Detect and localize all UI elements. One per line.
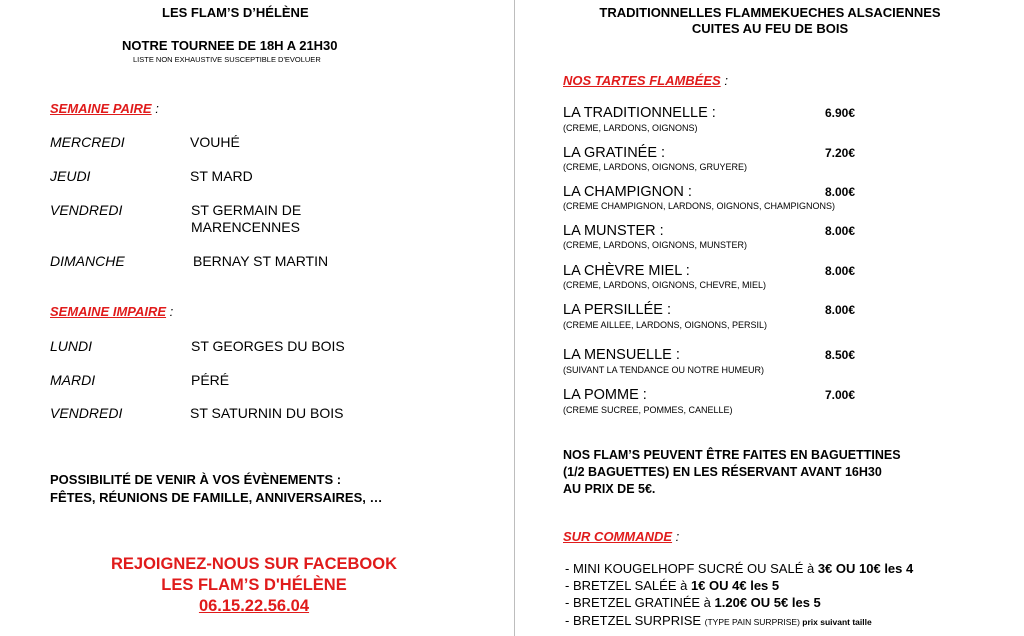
odd-town-2: PÉRÉ [191,372,230,388]
baguette-line-1: NOS FLAM’S PEUVENT ÊTRE FAITES EN BAGUETTINES [563,448,901,462]
even-town-3-line2: MARENCENNES [191,219,300,235]
item-1-desc: (CREME, LARDONS, OIGNONS) [563,123,698,133]
item-6-name: LA PERSILLÉE : [563,302,672,318]
commande-item-1: - MINI KOUGELHOPF SUCRÉ OU SALÉ à 3€ OU 10€ les 4 [565,561,914,576]
item-3-desc: (CREME CHAMPIGNON, LARDONS, OIGNONS, CHAMPIGNONS) [563,201,836,211]
item-1-price: 6.90€ [825,106,856,120]
item-6-desc: (CREME AILLEE, LARDONS, OIGNONS, PERSIL) [563,320,768,330]
item-6-price: 8.00€ [825,303,856,317]
right-title-line-2: CUITES AU FEU DE BOIS [691,21,849,36]
odd-day-3: VENDREDI [50,405,123,421]
item-3-name: LA CHAMPIGNON : [563,184,692,200]
left-title: LES FLAM’S D’HÉLÈNE [162,5,309,20]
tartes-heading: NOS TARTES FLAMBÉES : [563,73,728,88]
even-day-1: MERCREDI [50,134,125,150]
events-line-2: FÊTES, RÉUNIONS DE FAMILLE, ANNIVERSAIRES, … [50,490,383,505]
tour-hours: NOTRE TOURNEE DE 18H A 21H30 [122,38,338,53]
item-4-price: 8.00€ [825,224,856,238]
item-1-name: LA TRADITIONNELLE : [563,105,716,121]
item-7-price: 8.50€ [825,348,856,362]
item-5-desc: (CREME, LARDONS, OIGNONS, CHEVRE, MIEL) [563,280,767,290]
odd-town-1: ST GEORGES DU BOIS [191,338,345,354]
item-4-desc: (CREME, LARDONS, OIGNONS, MUNSTER) [563,240,748,250]
facebook-line-1: REJOIGNEZ-NOUS SUR FACEBOOK [110,555,398,573]
item-8-price: 7.00€ [825,388,856,402]
odd-day-2: MARDI [50,372,96,388]
commande-item-3: - BRETZEL GRATINÉE à 1.20€ OU 5€ les 5 [565,595,821,610]
commande-heading: SUR COMMANDE : [563,529,680,544]
item-8-name: LA POMME : [563,387,647,403]
even-day-4: DIMANCHE [50,253,125,269]
item-5-price: 8.00€ [825,264,856,278]
baguette-line-2: (1/2 BAGUETTES) EN LES RÉSERVANT AVANT 16H30 [563,465,882,479]
phone-number: 06.15.22.56.04 [198,597,310,615]
even-town-3-line1: ST GERMAIN DE [191,202,302,218]
even-day-3: VENDREDI [50,202,123,218]
facebook-line-2: LES FLAM’S D'HÉLÈNE [161,576,347,594]
item-3-price: 8.00€ [825,185,856,199]
right-title-line-1: TRADITIONNELLES FLAMMEKUECHES ALSACIENNES [599,5,941,20]
item-2-name: LA GRATINÉE : [563,145,666,161]
item-2-desc: (CREME, LARDONS, OIGNONS, GRUYERE) [563,162,748,172]
item-7-name: LA MENSUELLE : [563,347,680,363]
even-day-2: JEUDI [50,168,91,184]
even-town-2: ST MARD [190,168,253,184]
even-town-1: VOUHÉ [190,134,240,150]
item-2-price: 7.20€ [825,146,856,160]
odd-town-3: ST SATURNIN DU BOIS [190,405,344,421]
item-4-name: LA MUNSTER : [563,223,664,239]
even-week-heading: SEMAINE PAIRE : [50,101,159,116]
commande-item-4: - BRETZEL SURPRISE (TYPE PAIN SURPRISE) prix suivant taille [565,613,872,628]
odd-week-heading: SEMAINE IMPAIRE : [50,304,174,319]
commande-item-2: - BRETZEL SALÉE à 1€ OU 4€ les 5 [565,578,780,593]
events-line-1: POSSIBILITÉ DE VENIR À VOS ÉVÈNEMENTS : [50,472,342,487]
odd-day-1: LUNDI [50,338,93,354]
item-7-desc: (SUIVANT LA TENDANCE OU NOTRE HUMEUR) [563,365,765,375]
even-town-4: BERNAY ST MARTIN [193,253,329,269]
item-8-desc: (CREME SUCREE, POMMES, CANELLE) [563,405,733,415]
baguette-line-3: AU PRIX DE 5€. [563,482,656,496]
item-5-name: LA CHÈVRE MIEL : [563,263,690,279]
column-divider [514,0,515,636]
tour-note: LISTE NON EXHAUSTIVE SUSCEPTIBLE D'EVOLUER [133,55,321,64]
phone-row [44,597,464,616]
